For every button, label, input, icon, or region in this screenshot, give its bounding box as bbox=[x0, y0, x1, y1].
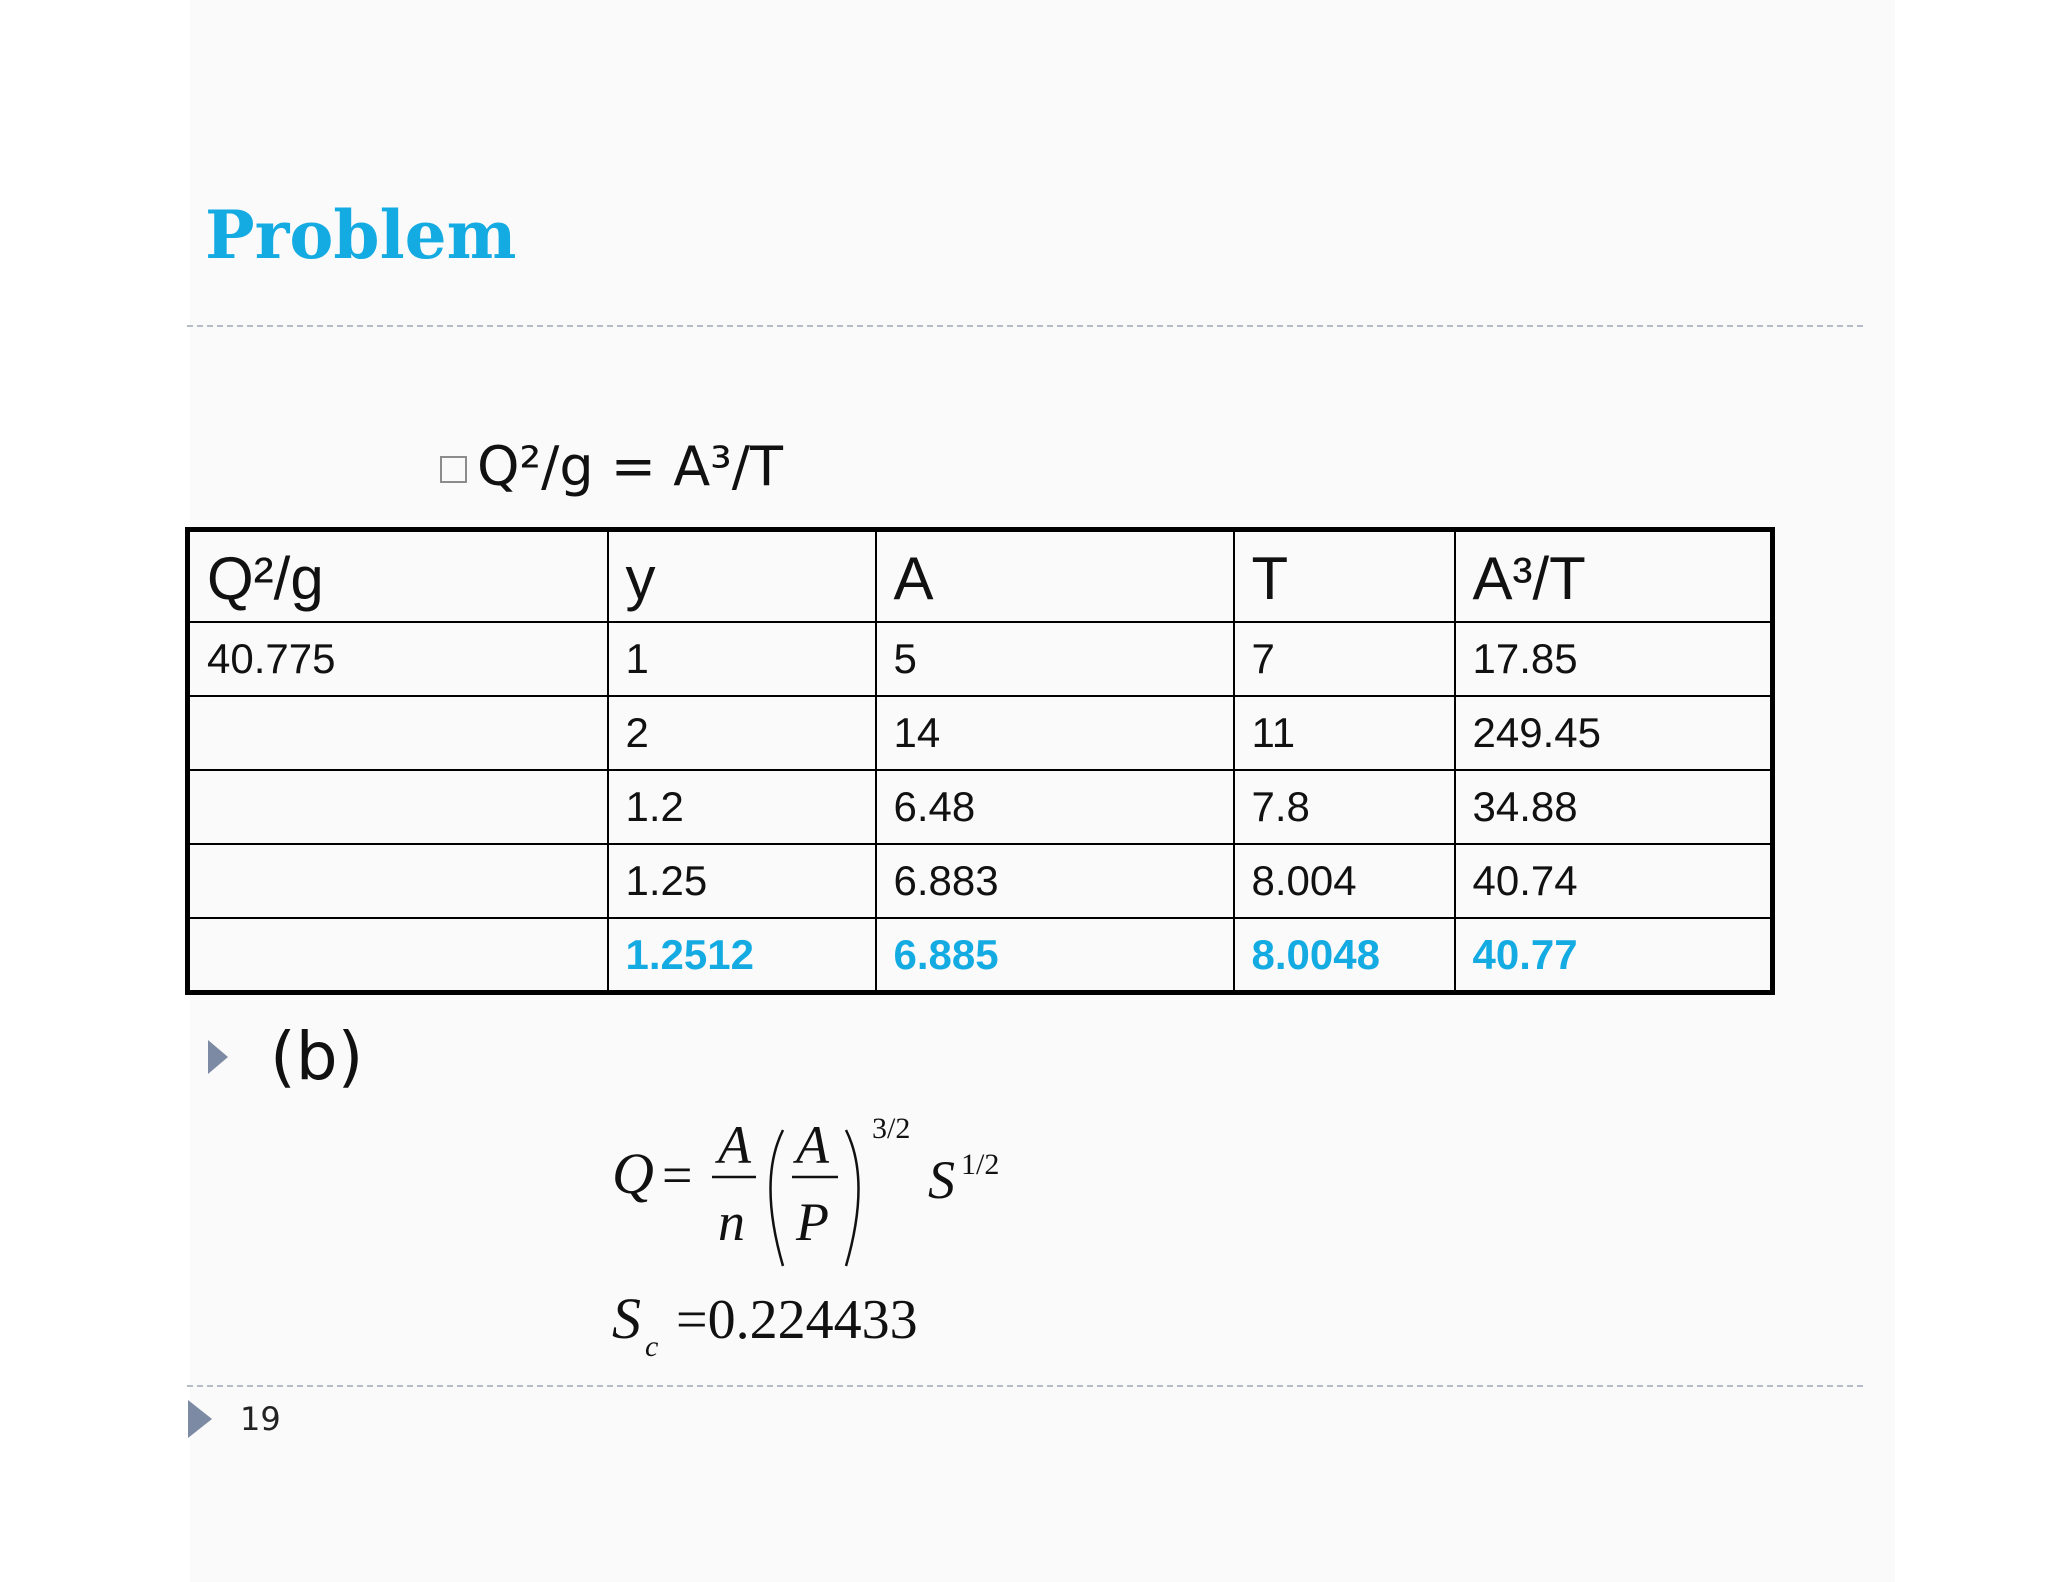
table-cell bbox=[188, 918, 608, 992]
table-cell: 1.25 bbox=[608, 844, 876, 918]
right-paren-icon bbox=[846, 1130, 859, 1266]
left-paren-icon bbox=[771, 1130, 784, 1266]
table-cell: 1.2512 bbox=[608, 918, 876, 992]
frac2-denominator: P bbox=[796, 1192, 829, 1252]
slide-title: Problem bbox=[205, 196, 517, 274]
manning-formula bbox=[600, 1108, 1060, 1368]
part-b-label: (b) bbox=[270, 1018, 364, 1095]
frac-exponent: 3/2 bbox=[872, 1112, 911, 1145]
table-cell: 14 bbox=[876, 696, 1234, 770]
triangle-bullet-icon bbox=[208, 1040, 228, 1074]
table-cell bbox=[188, 696, 608, 770]
table-row bbox=[188, 770, 1773, 844]
top-divider bbox=[187, 325, 1863, 327]
table-cell: 6.48 bbox=[876, 770, 1234, 844]
table-cell: 40.74 bbox=[1455, 844, 1773, 918]
table-cell: 11 bbox=[1234, 696, 1455, 770]
table-cell: 6.883 bbox=[876, 844, 1234, 918]
page-number: 19 bbox=[240, 1400, 281, 1438]
table-cell: 40.775 bbox=[188, 622, 608, 696]
table-cell: 8.0048 bbox=[1234, 918, 1455, 992]
table-row-highlight bbox=[188, 918, 1773, 992]
equation-text: Q²/g = A³/T bbox=[477, 435, 783, 498]
slope-exponent: 1/2 bbox=[961, 1148, 1000, 1181]
table-cell: 5 bbox=[876, 622, 1234, 696]
table-cell: 34.88 bbox=[1455, 770, 1773, 844]
slope-symbol: S bbox=[928, 1150, 955, 1210]
table-cell: 1 bbox=[608, 622, 876, 696]
square-bullet-icon bbox=[440, 456, 467, 483]
triangle-bullet-icon bbox=[188, 1400, 212, 1438]
frac1-denominator: n bbox=[718, 1192, 745, 1252]
table-row bbox=[188, 696, 1773, 770]
header-cell: A³/T bbox=[1455, 530, 1773, 622]
sc-symbol: S bbox=[612, 1286, 641, 1351]
table-cell: 7 bbox=[1234, 622, 1455, 696]
table-cell: 40.77 bbox=[1455, 918, 1773, 992]
table-cell: 2 bbox=[608, 696, 876, 770]
table-cell: 17.85 bbox=[1455, 622, 1773, 696]
frac2-numerator: A bbox=[796, 1115, 829, 1175]
sc-value: =0.224433 bbox=[676, 1289, 918, 1351]
frac1-numerator: A bbox=[718, 1115, 751, 1175]
table-row bbox=[188, 622, 1773, 696]
bottom-divider bbox=[187, 1385, 1863, 1387]
equation-bullet bbox=[440, 435, 783, 498]
table-cell: 7.8 bbox=[1234, 770, 1455, 844]
data-table bbox=[185, 527, 1775, 995]
formula-equals: = bbox=[662, 1145, 693, 1205]
table-cell bbox=[188, 770, 608, 844]
part-b-bullet bbox=[208, 1018, 363, 1095]
header-cell: y bbox=[608, 530, 876, 622]
header-cell: A bbox=[876, 530, 1234, 622]
table-cell bbox=[188, 844, 608, 918]
table-cell: 6.885 bbox=[876, 918, 1234, 992]
sc-subscript: c bbox=[645, 1330, 659, 1363]
table-row bbox=[188, 844, 1773, 918]
table-cell: 8.004 bbox=[1234, 844, 1455, 918]
table-cell: 1.2 bbox=[608, 770, 876, 844]
page-footer bbox=[188, 1400, 281, 1438]
header-cell: Q²/g bbox=[188, 530, 608, 622]
formula-lhs: Q bbox=[612, 1141, 654, 1206]
header-cell: T bbox=[1234, 530, 1455, 622]
table-header-row bbox=[188, 530, 1773, 622]
table-cell: 249.45 bbox=[1455, 696, 1773, 770]
